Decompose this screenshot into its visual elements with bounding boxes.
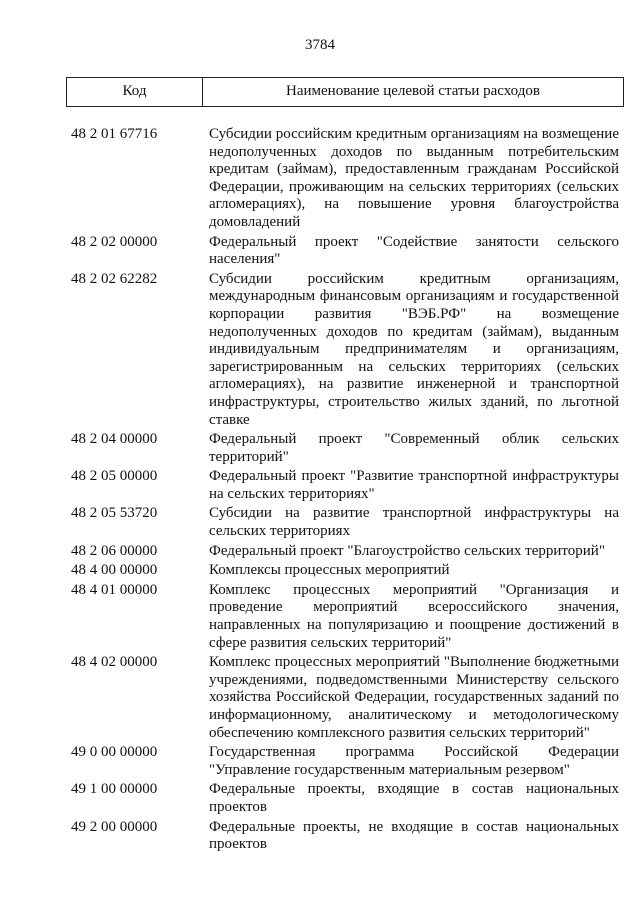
item-name-line: сельских территориях (209, 523, 351, 540)
item-name-line: недополученных доходов по выданным потребительским (209, 143, 619, 160)
item-name-line: Федеральный проект "Благоустройство сельских территорий" (209, 542, 605, 559)
item-name (209, 126, 619, 232)
budget-items-list (71, 126, 619, 854)
item-name (209, 781, 619, 816)
item-code: 48 4 00 00000 (71, 562, 158, 579)
item-name-line: Федеральные проекты, не входящие в состав национальных (209, 818, 619, 835)
table-header (66, 77, 624, 107)
item-name-line: Комплекс процессных мероприятий "Организация и (209, 581, 619, 598)
item-name-line: агломерациях), на развитие инженерной и транспортной (209, 376, 619, 393)
item-name-line: Государственная программа Российской Федерации (209, 744, 619, 761)
item-code: 48 2 04 00000 (71, 431, 158, 448)
item-name (209, 819, 619, 854)
table-row (71, 505, 619, 540)
item-code: 49 0 00 00000 (71, 744, 158, 761)
item-name (209, 234, 619, 269)
item-name-line: хозяйства Российской Федерации, государственных заданий по (209, 689, 619, 706)
table-row (71, 819, 619, 854)
item-name (209, 468, 619, 503)
item-name-line: направленных на популяризацию и поощрение достижений в (209, 617, 619, 634)
item-name-line: кредитам (займам), предоставленным гражданам Российской (209, 161, 619, 178)
item-name-line: Федеральный проект "Развитие транспортной инфраструктуры (209, 468, 619, 485)
item-name-line: корпорации развития "ВЭБ.РФ" на возмещение (209, 305, 619, 322)
item-name-line: на сельских территориях" (209, 485, 375, 502)
item-name-line: недополученных доходов по кредитам (займам), выданным (209, 323, 619, 340)
table-row (71, 234, 619, 269)
item-name-line: территорий" (209, 448, 289, 465)
item-name-line: Субсидии российским кредитным организациям, (209, 270, 619, 287)
item-name-line: агломерациях), на повышение уровня благоустройства (209, 196, 619, 213)
item-name (209, 543, 619, 561)
item-code: 48 2 05 00000 (71, 468, 158, 485)
item-code: 48 2 05 53720 (71, 505, 158, 522)
item-name-line: Субсидии российским кредитным организациям на возмещение (209, 126, 619, 142)
item-name (209, 744, 619, 779)
item-code: 49 1 00 00000 (71, 781, 158, 798)
item-name-line: учреждениями, подведомственными Министерству сельского (209, 671, 619, 688)
item-code: 48 2 06 00000 (71, 542, 158, 559)
table-row (71, 543, 619, 561)
table-row (71, 781, 619, 816)
item-name-line: проведение мероприятий всероссийского значения, (209, 599, 619, 616)
table-row (71, 582, 619, 652)
item-name (209, 654, 619, 742)
item-name-line: информационному, аналитическому и методологическому (209, 707, 619, 723)
header-name: Наименование целевой статьи расходов (286, 83, 540, 99)
table-row (71, 431, 619, 466)
table-row (71, 654, 619, 742)
item-code: 49 2 00 00000 (71, 818, 158, 835)
header-code: Код (67, 78, 203, 106)
item-name-line: Комплекс процессных мероприятий "Выполнение бюджетными (209, 654, 619, 671)
item-name-line: Федеральный проект "Содействие занятости сельского (209, 233, 619, 250)
item-name (209, 505, 619, 540)
item-name-line: населения" (209, 251, 281, 268)
item-code: 48 2 02 62282 (71, 270, 158, 287)
item-code: 48 4 01 00000 (71, 581, 158, 598)
table-row (71, 744, 619, 779)
item-name (209, 562, 619, 580)
item-name-line: проектов (209, 798, 267, 815)
item-name-line: Комплексы процессных мероприятий (209, 562, 450, 579)
item-name-line: "Управление государственным материальным резервом" (209, 761, 570, 778)
item-name-line: инфраструктуры, строительство жилых зданий, по льготной (209, 393, 619, 410)
table-row (71, 562, 619, 580)
item-name-line: сфере развития сельских территорий" (209, 634, 452, 651)
item-name-line: зарегистрированным на сельских территориях (сельских (209, 358, 619, 375)
item-name-line: международным финансовым организациям и государственной (209, 288, 619, 305)
item-name-line: Субсидии на развитие транспортной инфраструктуры на (209, 505, 619, 522)
table-row (71, 271, 619, 429)
item-name-line: обеспечению комплексного развития сельских территорий" (209, 724, 590, 741)
item-code: 48 2 01 67716 (71, 126, 158, 142)
page-number: 3784 (305, 37, 335, 53)
item-name-line: проектов (209, 836, 267, 853)
item-name-line: индивидуальным предпринимателям и организациям, (209, 341, 619, 358)
item-name-line: Федерации, проживающим на сельских территориях (сельских (209, 178, 619, 195)
item-name (209, 431, 619, 466)
item-name-line: Федеральный проект "Современный облик сельских (209, 431, 619, 448)
table-row (71, 126, 619, 232)
item-name (209, 271, 619, 429)
item-name (209, 582, 619, 652)
item-name-line: Федеральные проекты, входящие в состав национальных (209, 781, 619, 798)
item-name-line: домовладений (209, 213, 301, 230)
item-code: 48 4 02 00000 (71, 654, 158, 671)
table-row (71, 468, 619, 503)
item-name-line: ставке (209, 411, 250, 428)
item-code: 48 2 02 00000 (71, 233, 158, 250)
